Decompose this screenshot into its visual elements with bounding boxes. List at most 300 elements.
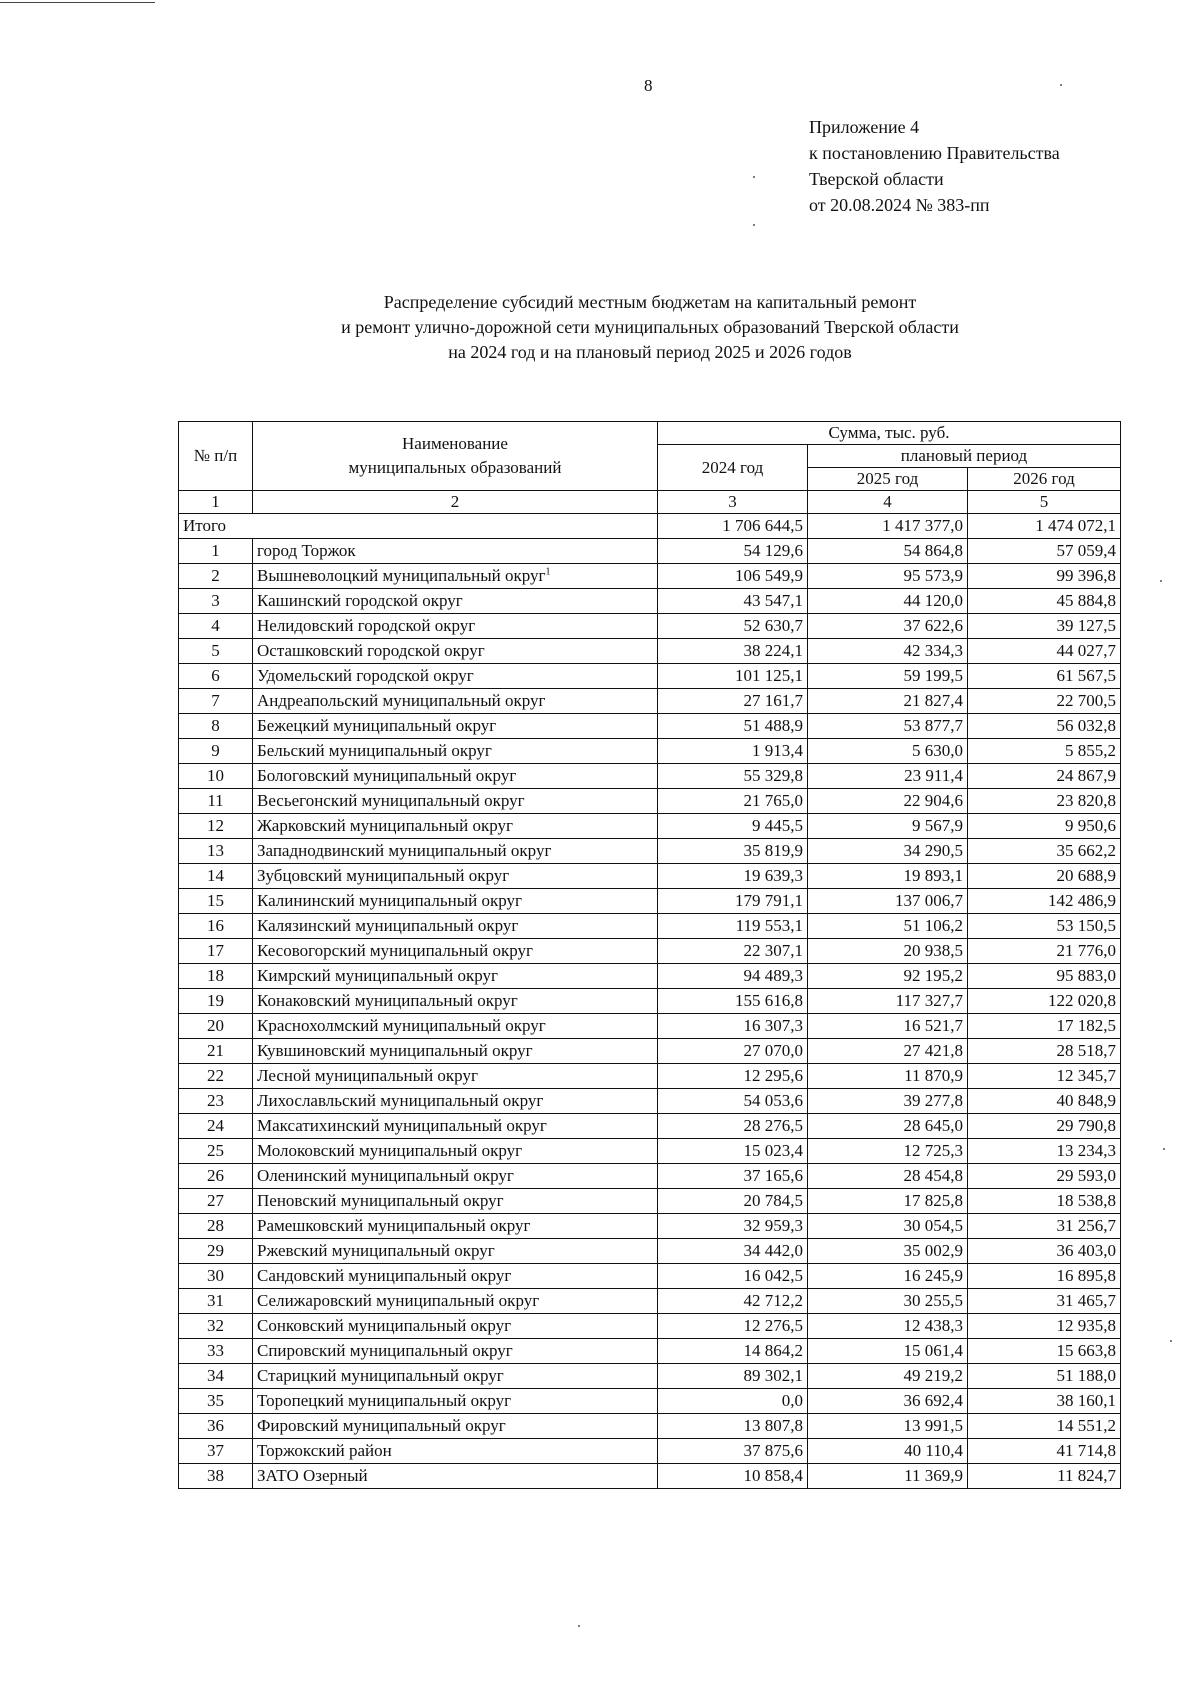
- value-2026: 122 020,8: [968, 989, 1121, 1014]
- row-number: 13: [179, 839, 253, 864]
- municipality-name: [253, 1114, 658, 1139]
- column-number: 1: [179, 491, 253, 514]
- municipality-name: [253, 1464, 658, 1489]
- value-2025: 19 893,1: [808, 864, 968, 889]
- appendix-line: Приложение 4: [809, 117, 920, 137]
- value-2026: 38 160,1: [968, 1389, 1121, 1414]
- value-2026: 18 538,8: [968, 1189, 1121, 1214]
- table-row: [179, 1164, 1121, 1189]
- municipality-name: [253, 1239, 658, 1264]
- table-row: [179, 1064, 1121, 1089]
- value-2025: 34 290,5: [808, 839, 968, 864]
- row-number: 36: [179, 1414, 253, 1439]
- header-name-line: Наименование: [402, 434, 508, 453]
- value-2026: 142 486,9: [968, 889, 1121, 914]
- municipality-name-text: Осташковский городской округ: [257, 641, 485, 660]
- total-row: [179, 514, 1121, 539]
- value-2026: 35 662,2: [968, 839, 1121, 864]
- municipality-name-text: Торжокский район: [257, 1441, 392, 1460]
- row-number: 27: [179, 1189, 253, 1214]
- municipality-name-text: Кувшиновский муниципальный округ: [257, 1041, 533, 1060]
- row-number: 34: [179, 1364, 253, 1389]
- value-2024: 28 276,5: [658, 1114, 808, 1139]
- value-2026: 31 256,7: [968, 1214, 1121, 1239]
- total-2025: 1 417 377,0: [808, 514, 968, 539]
- value-2026: 40 848,9: [968, 1089, 1121, 1114]
- value-2024: 38 224,1: [658, 639, 808, 664]
- table-row: [179, 1239, 1121, 1264]
- value-2025: 137 006,7: [808, 889, 968, 914]
- row-number: 1: [179, 539, 253, 564]
- municipality-name: [253, 1214, 658, 1239]
- value-2024: 106 549,9: [658, 564, 808, 589]
- row-number: 10: [179, 764, 253, 789]
- value-2024: 54 129,6: [658, 539, 808, 564]
- value-2025: 9 567,9: [808, 814, 968, 839]
- municipality-name-text: Вышневолоцкий муниципальный округ: [257, 566, 546, 585]
- row-number: 32: [179, 1314, 253, 1339]
- table-row: [179, 714, 1121, 739]
- municipality-name-text: Оленинский муниципальный округ: [257, 1166, 514, 1185]
- value-2024: 0,0: [658, 1389, 808, 1414]
- municipality-name: [253, 1089, 658, 1114]
- municipality-name-text: Рамешковский муниципальный округ: [257, 1216, 531, 1235]
- value-2026: 99 396,8: [968, 564, 1121, 589]
- municipality-name: [253, 1139, 658, 1164]
- value-2024: 37 875,6: [658, 1439, 808, 1464]
- row-number: 15: [179, 889, 253, 914]
- value-2025: 27 421,8: [808, 1039, 968, 1064]
- value-2026: 56 032,8: [968, 714, 1121, 739]
- value-2024: 119 553,1: [658, 914, 808, 939]
- table-row: [179, 1389, 1121, 1414]
- value-2025: 16 245,9: [808, 1264, 968, 1289]
- header-year-2025: 2025 год: [808, 468, 968, 491]
- value-2025: 23 911,4: [808, 764, 968, 789]
- row-number: 17: [179, 939, 253, 964]
- municipality-name-text: Сандовский муниципальный округ: [257, 1266, 512, 1285]
- row-number: 38: [179, 1464, 253, 1489]
- value-2024: 16 042,5: [658, 1264, 808, 1289]
- municipality-name-text: Калязинский муниципальный округ: [257, 916, 519, 935]
- municipality-name-text: Конаковский муниципальный округ: [257, 991, 518, 1010]
- municipality-name: [253, 739, 658, 764]
- value-2024: 20 784,5: [658, 1189, 808, 1214]
- value-2026: 12 935,8: [968, 1314, 1121, 1339]
- scan-edge-line: [0, 2, 155, 3]
- municipality-name-text: Торопецкий муниципальный округ: [257, 1391, 512, 1410]
- value-2025: 20 938,5: [808, 939, 968, 964]
- value-2024: 43 547,1: [658, 589, 808, 614]
- value-2026: 13 234,3: [968, 1139, 1121, 1164]
- table-row: [179, 814, 1121, 839]
- row-number: 2: [179, 564, 253, 589]
- municipality-name: [253, 764, 658, 789]
- row-number: 11: [179, 789, 253, 814]
- municipality-name-text: Бельский муниципальный округ: [257, 741, 492, 760]
- table-row: [179, 614, 1121, 639]
- municipality-name-text: Максатихинский муниципальный округ: [257, 1116, 547, 1135]
- row-number: 16: [179, 914, 253, 939]
- value-2025: 35 002,9: [808, 1239, 968, 1264]
- title-line: Распределение субсидий местным бюджетам на капитальный ремонт: [383, 292, 917, 312]
- value-2024: 12 276,5: [658, 1314, 808, 1339]
- value-2024: 55 329,8: [658, 764, 808, 789]
- row-number: 4: [179, 614, 253, 639]
- value-2026: 45 884,8: [968, 589, 1121, 614]
- municipality-name-text: Фировский муниципальный округ: [257, 1416, 506, 1435]
- table-row: [179, 1039, 1121, 1064]
- table-row: [179, 964, 1121, 989]
- row-number: 28: [179, 1214, 253, 1239]
- value-2026: 95 883,0: [968, 964, 1121, 989]
- row-number: 5: [179, 639, 253, 664]
- value-2025: 37 622,6: [808, 614, 968, 639]
- value-2026: 11 824,7: [968, 1464, 1121, 1489]
- municipality-name: [253, 839, 658, 864]
- table-row: [179, 914, 1121, 939]
- value-2025: 42 334,3: [808, 639, 968, 664]
- value-2026: 29 790,8: [968, 1114, 1121, 1139]
- value-2025: 36 692,4: [808, 1389, 968, 1414]
- municipality-name: [253, 1039, 658, 1064]
- table-row: [179, 1089, 1121, 1114]
- municipality-name: [253, 589, 658, 614]
- header-num: № п/п: [179, 422, 253, 491]
- appendix-line: к постановлению Правительства: [809, 143, 1060, 163]
- scan-speck: [1060, 84, 1062, 86]
- value-2025: 53 877,7: [808, 714, 968, 739]
- value-2024: 37 165,6: [658, 1164, 808, 1189]
- municipality-name-text: Бежецкий муниципальный округ: [257, 716, 497, 735]
- table-row: [179, 564, 1121, 589]
- value-2025: 59 199,5: [808, 664, 968, 689]
- municipality-name: [253, 789, 658, 814]
- municipality-name: [253, 1339, 658, 1364]
- value-2026: 24 867,9: [968, 764, 1121, 789]
- table-row: [179, 539, 1121, 564]
- value-2024: 13 807,8: [658, 1414, 808, 1439]
- footnote-marker: 1: [545, 566, 551, 578]
- row-number: 22: [179, 1064, 253, 1089]
- appendix-line: от 20.08.2024 № 383-пп: [809, 195, 990, 215]
- value-2026: 61 567,5: [968, 664, 1121, 689]
- scan-speck: [753, 176, 755, 178]
- municipality-name-text: Кашинский городской округ: [257, 591, 463, 610]
- row-number: 25: [179, 1139, 253, 1164]
- municipality-name-text: Молоковский муниципальный округ: [257, 1141, 523, 1160]
- value-2024: 9 445,5: [658, 814, 808, 839]
- value-2025: 54 864,8: [808, 539, 968, 564]
- table-row: [179, 1264, 1121, 1289]
- column-number: 5: [968, 491, 1121, 514]
- table-row: [179, 1464, 1121, 1489]
- municipality-name-text: ЗАТО Озерный: [257, 1466, 368, 1485]
- value-2024: 27 070,0: [658, 1039, 808, 1064]
- table-row: [179, 739, 1121, 764]
- municipality-name-text: Краснохолмский муниципальный округ: [257, 1016, 546, 1035]
- municipality-name: [253, 614, 658, 639]
- value-2024: 54 053,6: [658, 1089, 808, 1114]
- title-line: на 2024 год и на плановый период 2025 и 2026 годов: [448, 342, 852, 362]
- row-number: 6: [179, 664, 253, 689]
- value-2026: 29 593,0: [968, 1164, 1121, 1189]
- municipality-name: [253, 964, 658, 989]
- municipality-name-text: Удомельский городской округ: [257, 666, 474, 685]
- header-name-line: муниципальных образований: [348, 458, 562, 477]
- value-2024: 52 630,7: [658, 614, 808, 639]
- page-number: 8: [644, 76, 653, 95]
- scan-speck: [753, 224, 755, 226]
- row-number: 20: [179, 1014, 253, 1039]
- header-sum: Сумма, тыс. руб.: [658, 422, 1121, 445]
- table-row: [179, 1014, 1121, 1039]
- value-2025: 5 630,0: [808, 739, 968, 764]
- value-2025: 44 120,0: [808, 589, 968, 614]
- table-row: [179, 989, 1121, 1014]
- municipality-name: [253, 864, 658, 889]
- header-name: [253, 422, 658, 491]
- row-number: 37: [179, 1439, 253, 1464]
- value-2024: 21 765,0: [658, 789, 808, 814]
- value-2025: 28 645,0: [808, 1114, 968, 1139]
- municipality-name-text: Сонковский муниципальный округ: [257, 1316, 512, 1335]
- municipality-name: [253, 664, 658, 689]
- header-planned: плановый период: [808, 445, 1121, 468]
- table-row: [179, 664, 1121, 689]
- value-2025: 21 827,4: [808, 689, 968, 714]
- value-2024: 101 125,1: [658, 664, 808, 689]
- municipality-name: [253, 914, 658, 939]
- row-number: 3: [179, 589, 253, 614]
- value-2024: 22 307,1: [658, 939, 808, 964]
- row-number: 14: [179, 864, 253, 889]
- municipality-name: [253, 1289, 658, 1314]
- header-row: [179, 422, 1121, 445]
- value-2026: 9 950,6: [968, 814, 1121, 839]
- table-row: [179, 1139, 1121, 1164]
- value-2024: 19 639,3: [658, 864, 808, 889]
- table-row: [179, 1289, 1121, 1314]
- scan-speck: [1170, 1340, 1172, 1342]
- value-2026: 20 688,9: [968, 864, 1121, 889]
- column-number: 3: [658, 491, 808, 514]
- value-2026: 31 465,7: [968, 1289, 1121, 1314]
- value-2026: 41 714,8: [968, 1439, 1121, 1464]
- municipality-name-text: Кимрский муниципальный округ: [257, 966, 498, 985]
- appendix-line: Тверской области: [809, 169, 944, 189]
- value-2024: 89 302,1: [658, 1364, 808, 1389]
- value-2024: 94 489,3: [658, 964, 808, 989]
- value-2024: 12 295,6: [658, 1064, 808, 1089]
- value-2026: 23 820,8: [968, 789, 1121, 814]
- table-row: [179, 639, 1121, 664]
- scan-speck: [1163, 1148, 1165, 1150]
- document-title: [200, 290, 1100, 365]
- scan-speck: [1160, 580, 1162, 582]
- municipality-name: [253, 714, 658, 739]
- total-2026: 1 474 072,1: [968, 514, 1121, 539]
- value-2025: 92 195,2: [808, 964, 968, 989]
- value-2025: 15 061,4: [808, 1339, 968, 1364]
- table-row: [179, 864, 1121, 889]
- header-year-2024: 2024 год: [658, 445, 808, 491]
- table-row: [179, 1439, 1121, 1464]
- value-2024: 155 616,8: [658, 989, 808, 1014]
- municipality-name: [253, 1389, 658, 1414]
- table-row: [179, 1114, 1121, 1139]
- table-row: [179, 1364, 1121, 1389]
- municipality-name-text: Лесной муниципальный округ: [257, 1066, 478, 1085]
- municipality-name-text: Лихославльский муниципальный округ: [257, 1091, 544, 1110]
- value-2025: 51 106,2: [808, 914, 968, 939]
- municipality-name: [253, 1439, 658, 1464]
- subsidy-table: [178, 421, 1121, 1489]
- title-line: и ремонт улично-дорожной сети муниципальных образований Тверской области: [341, 317, 959, 337]
- table-row: [179, 589, 1121, 614]
- value-2025: 16 521,7: [808, 1014, 968, 1039]
- value-2025: 30 054,5: [808, 1214, 968, 1239]
- value-2025: 22 904,6: [808, 789, 968, 814]
- value-2025: 13 991,5: [808, 1414, 968, 1439]
- scan-speck: [578, 1625, 580, 1627]
- value-2024: 51 488,9: [658, 714, 808, 739]
- value-2025: 30 255,5: [808, 1289, 968, 1314]
- value-2026: 51 188,0: [968, 1364, 1121, 1389]
- row-number: 21: [179, 1039, 253, 1064]
- municipality-name-text: Западнодвинский муниципальный округ: [257, 841, 552, 860]
- municipality-name-text: Ржевский муниципальный округ: [257, 1241, 495, 1260]
- municipality-name-text: Пеновский муниципальный округ: [257, 1191, 504, 1210]
- municipality-name-text: Селижаровский муниципальный округ: [257, 1291, 540, 1310]
- municipality-name-text: Андреапольский муниципальный округ: [257, 691, 546, 710]
- row-number: 30: [179, 1264, 253, 1289]
- value-2024: 35 819,9: [658, 839, 808, 864]
- table-row: [179, 939, 1121, 964]
- total-label: Итого: [179, 514, 658, 539]
- value-2024: 10 858,4: [658, 1464, 808, 1489]
- value-2025: 40 110,4: [808, 1439, 968, 1464]
- municipality-name-text: Нелидовский городской округ: [257, 616, 476, 635]
- value-2026: 21 776,0: [968, 939, 1121, 964]
- value-2024: 34 442,0: [658, 1239, 808, 1264]
- header-year-2026: 2026 год: [968, 468, 1121, 491]
- value-2024: 15 023,4: [658, 1139, 808, 1164]
- municipality-name: [253, 889, 658, 914]
- table-row: [179, 1339, 1121, 1364]
- row-number: 12: [179, 814, 253, 839]
- row-number: 26: [179, 1164, 253, 1189]
- municipality-name: [253, 989, 658, 1014]
- municipality-name: [253, 1414, 658, 1439]
- municipality-name: [253, 539, 658, 564]
- municipality-name: [253, 1364, 658, 1389]
- municipality-name: [253, 814, 658, 839]
- municipality-name-text: Бологовский муниципальный округ: [257, 766, 517, 785]
- table-row: [179, 764, 1121, 789]
- value-2026: 39 127,5: [968, 614, 1121, 639]
- table-row: [179, 1414, 1121, 1439]
- municipality-name: [253, 1189, 658, 1214]
- value-2026: 15 663,8: [968, 1339, 1121, 1364]
- municipality-name-text: Жарковский муниципальный округ: [257, 816, 513, 835]
- row-number: 9: [179, 739, 253, 764]
- row-number: 33: [179, 1339, 253, 1364]
- municipality-name: [253, 639, 658, 664]
- row-number: 8: [179, 714, 253, 739]
- municipality-name: [253, 1314, 658, 1339]
- municipality-name-text: Калининский муниципальный округ: [257, 891, 522, 910]
- municipality-name-text: Зубцовский муниципальный округ: [257, 866, 510, 885]
- row-number: 7: [179, 689, 253, 714]
- value-2026: 28 518,7: [968, 1039, 1121, 1064]
- table-row: [179, 689, 1121, 714]
- table-row: [179, 1214, 1121, 1239]
- value-2024: 179 791,1: [658, 889, 808, 914]
- municipality-name-text: Старицкий муниципальный округ: [257, 1366, 504, 1385]
- value-2025: 11 870,9: [808, 1064, 968, 1089]
- value-2024: 14 864,2: [658, 1339, 808, 1364]
- row-number: 24: [179, 1114, 253, 1139]
- value-2024: 1 913,4: [658, 739, 808, 764]
- table-row: [179, 889, 1121, 914]
- municipality-name: [253, 1064, 658, 1089]
- municipality-name-text: Спировский муниципальный округ: [257, 1341, 513, 1360]
- municipality-name: [253, 1014, 658, 1039]
- column-number-row: [179, 491, 1121, 514]
- municipality-name-text: Весьегонский муниципальный округ: [257, 791, 525, 810]
- value-2025: 12 438,3: [808, 1314, 968, 1339]
- municipality-name-text: Кесовогорский муниципальный округ: [257, 941, 533, 960]
- table-row: [179, 1189, 1121, 1214]
- value-2025: 49 219,2: [808, 1364, 968, 1389]
- table-row: [179, 1314, 1121, 1339]
- value-2026: 57 059,4: [968, 539, 1121, 564]
- appendix-block: [809, 114, 1060, 218]
- value-2026: 22 700,5: [968, 689, 1121, 714]
- column-number: 4: [808, 491, 968, 514]
- value-2025: 17 825,8: [808, 1189, 968, 1214]
- municipality-name: [253, 689, 658, 714]
- value-2025: 11 369,9: [808, 1464, 968, 1489]
- value-2024: 27 161,7: [658, 689, 808, 714]
- value-2026: 36 403,0: [968, 1239, 1121, 1264]
- value-2025: 12 725,3: [808, 1139, 968, 1164]
- row-number: 18: [179, 964, 253, 989]
- value-2026: 53 150,5: [968, 914, 1121, 939]
- table-row: [179, 789, 1121, 814]
- row-number: 29: [179, 1239, 253, 1264]
- value-2025: 39 277,8: [808, 1089, 968, 1114]
- value-2026: 44 027,7: [968, 639, 1121, 664]
- value-2026: 16 895,8: [968, 1264, 1121, 1289]
- table-row: [179, 839, 1121, 864]
- value-2026: 12 345,7: [968, 1064, 1121, 1089]
- value-2026: 17 182,5: [968, 1014, 1121, 1039]
- value-2026: 5 855,2: [968, 739, 1121, 764]
- row-number: 19: [179, 989, 253, 1014]
- column-number: 2: [253, 491, 658, 514]
- row-number: 35: [179, 1389, 253, 1414]
- municipality-name: [253, 564, 658, 589]
- row-number: 31: [179, 1289, 253, 1314]
- total-2024: 1 706 644,5: [658, 514, 808, 539]
- value-2024: 16 307,3: [658, 1014, 808, 1039]
- value-2025: 95 573,9: [808, 564, 968, 589]
- value-2025: 117 327,7: [808, 989, 968, 1014]
- row-number: 23: [179, 1089, 253, 1114]
- value-2026: 14 551,2: [968, 1414, 1121, 1439]
